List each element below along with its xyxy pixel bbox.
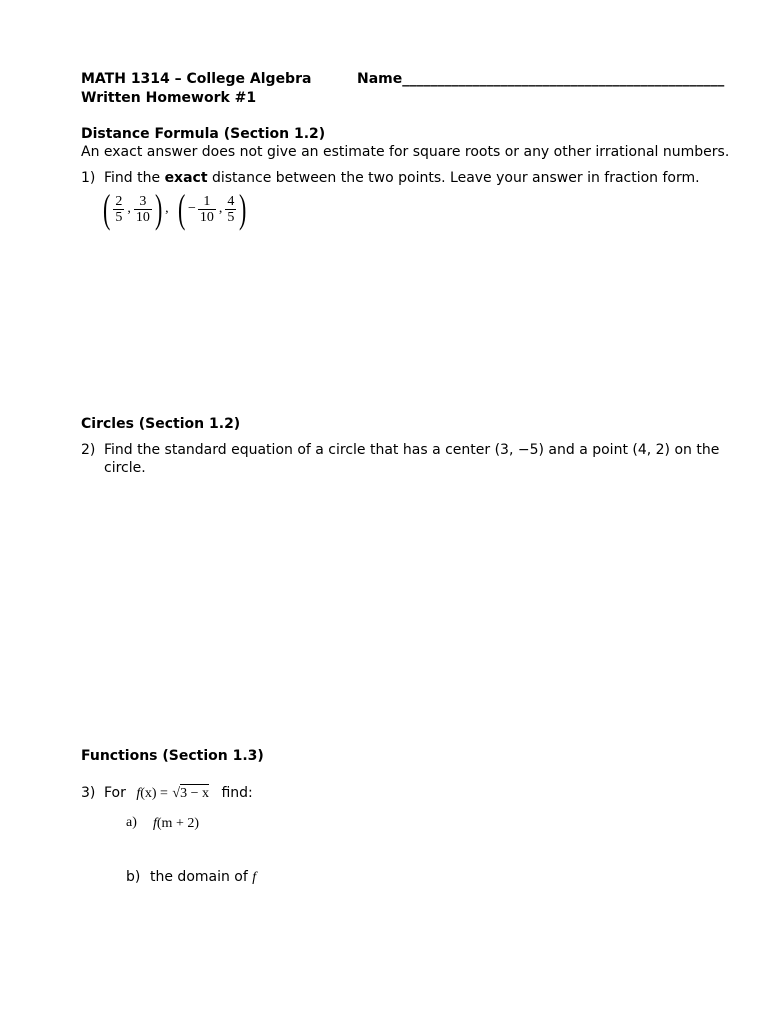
- problem-1-points: [100, 188, 250, 230]
- problem-3b-f: f: [252, 870, 257, 885]
- section-title-circles: Circles (Section 1.2): [81, 416, 241, 432]
- section-title-distance: Distance Formula (Section 1.2): [81, 126, 326, 142]
- problem-3b-text: [150, 868, 256, 887]
- point-1-close-paren: ): [154, 186, 163, 231]
- problem-3-f: f: [136, 786, 141, 801]
- problem-3-f-arg: (x) =: [140, 786, 168, 801]
- point-2-x-fraction: [198, 194, 216, 225]
- point-1-y-fraction: [134, 194, 152, 225]
- point-1-comma: ,: [127, 201, 131, 216]
- problem-3b-domain-text: the domain of: [150, 869, 248, 885]
- problem-3-find: find:: [221, 785, 253, 801]
- name-field-label: Name______________________________________________: [357, 71, 725, 87]
- point-2-y-fraction: [225, 194, 236, 225]
- problem-2-text-line-2: circle.: [104, 460, 146, 476]
- point-1-open-paren: (: [102, 186, 111, 231]
- problem-3-for: For: [104, 785, 126, 801]
- course-title: MATH 1314 – College Algebra: [81, 71, 312, 87]
- problem-2-text-line-1: Find the standard equation of a circle that has a center (3, −5) and a point (4, 2) on the: [104, 442, 720, 458]
- point-2-open-paren: (: [177, 186, 185, 231]
- point-1-y-denominator: 10: [135, 209, 150, 225]
- point-2-close-paren: ): [239, 186, 247, 231]
- points-separator-comma: ,: [165, 201, 169, 216]
- problem-1-text: [104, 169, 700, 187]
- assignment-title: Written Homework #1: [81, 90, 257, 106]
- point-2-y-numerator: 4: [227, 193, 235, 209]
- point-2-y-denominator: 5: [227, 209, 235, 225]
- point-2-sign: −: [187, 201, 196, 216]
- problem-3-radicand: 3 − x: [180, 786, 209, 801]
- section-note-distance: An exact answer does not give an estimate for square roots or any other irrational numbers.: [81, 144, 730, 160]
- point-1-x-fraction: [113, 194, 124, 225]
- problem-3a-label: a): [126, 815, 137, 830]
- problem-3-radical: √: [172, 786, 181, 801]
- problem-1-text-after: distance between the two points. Leave your answer in fraction form.: [211, 170, 700, 186]
- problem-3a-expression: [153, 814, 199, 833]
- point-2-x-numerator: 1: [198, 194, 216, 210]
- point-2-comma: ,: [218, 201, 223, 216]
- point-1-y-numerator: 3: [134, 194, 152, 210]
- problem-3-number: 3): [81, 785, 96, 801]
- point-1-x-denominator: 5: [115, 209, 123, 225]
- problem-3a-arg: (m + 2): [156, 816, 199, 831]
- point-1-x-numerator: 2: [115, 193, 123, 209]
- problem-1-text-bold: exact: [164, 170, 208, 186]
- section-title-functions: Functions (Section 1.3): [81, 748, 264, 764]
- problem-3b-label: b): [126, 869, 141, 885]
- problem-3-statement: [104, 784, 253, 803]
- problem-1-number: 1): [81, 170, 96, 186]
- problem-1-text-before: Find the: [104, 170, 161, 186]
- problem-3a-f: f: [153, 816, 157, 831]
- problem-2-number: 2): [81, 442, 96, 458]
- point-2-x-denominator: 10: [199, 209, 214, 225]
